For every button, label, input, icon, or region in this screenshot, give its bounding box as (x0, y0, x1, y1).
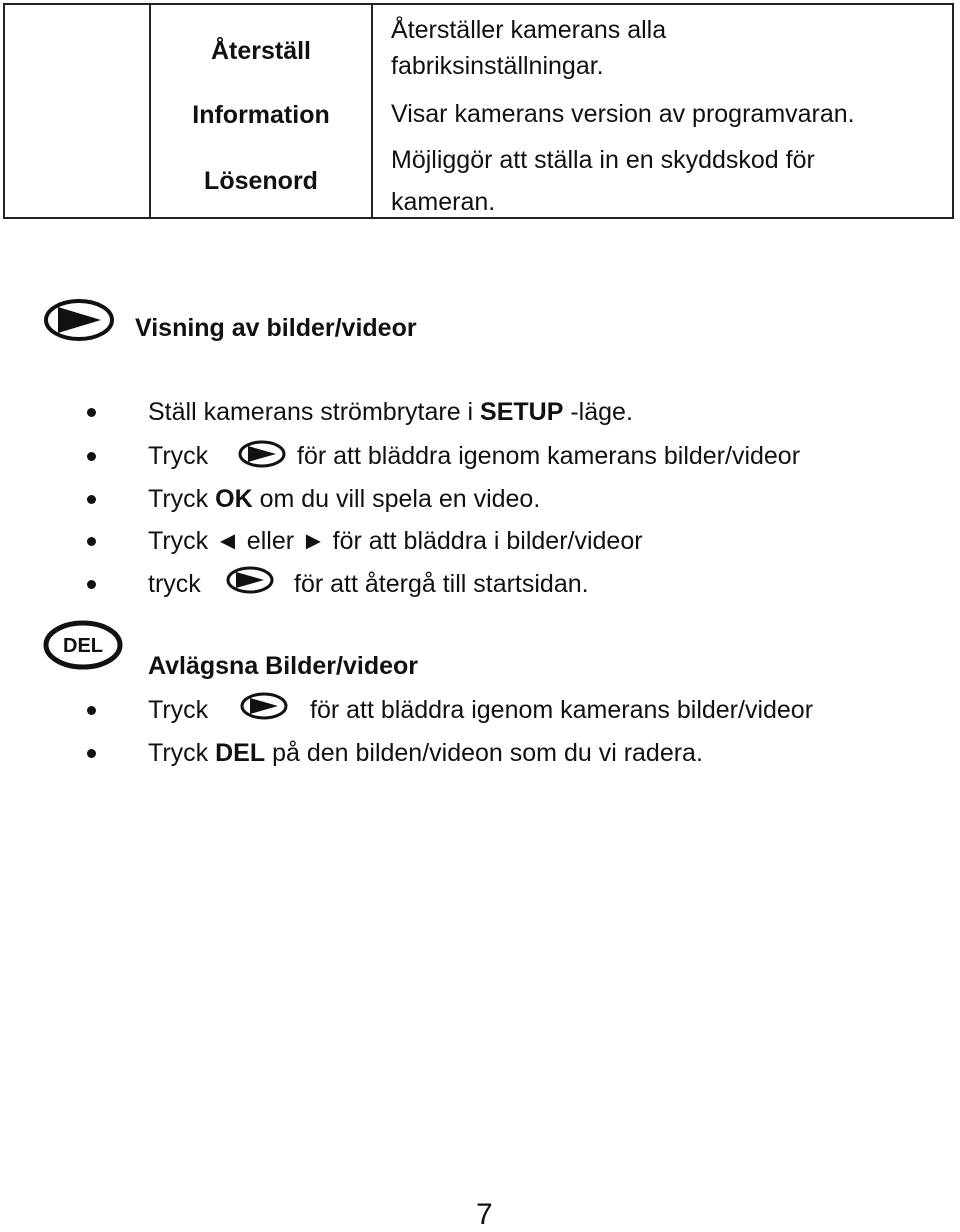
playback-step-2-prefix: Tryck (148, 442, 209, 470)
settings-table (3, 3, 954, 219)
del-icon-label: DEL (63, 635, 103, 657)
step-key: SETUP (480, 398, 564, 426)
desc-line: Återställer kamerans alla (391, 16, 667, 44)
play-button-icon (238, 440, 286, 468)
playback-step-3 (148, 485, 540, 514)
delete-step-2 (148, 739, 703, 768)
row-desc-reset (391, 9, 666, 87)
bullet-icon (87, 408, 96, 417)
desc-line: fabriksinställningar. (391, 52, 604, 80)
playback-step-1 (148, 398, 633, 427)
step-text: om du vill spela en video. (252, 485, 541, 513)
bullet-icon (87, 537, 96, 546)
playback-step-5-text: för att återgå till startsidan. (294, 570, 589, 598)
desc-line: Möjliggör att ställa in en skyddskod för (391, 146, 815, 174)
row-label-information: Information (192, 101, 330, 129)
delete-step-1-prefix: Tryck (148, 696, 209, 724)
step-key: DEL (215, 739, 266, 767)
playback-step-4: Tryck ◄ eller ► för att bläddra i bilder/videor (148, 527, 643, 555)
step-text: på den bilden/videon som du vi radera. (265, 739, 703, 767)
row-label-reset: Återställ (210, 37, 312, 65)
delete-section-title: Avlägsna Bilder/videor (148, 652, 418, 680)
play-button-icon (240, 692, 288, 720)
step-text: Ställ kamerans strömbrytare i (148, 398, 481, 426)
play-button-icon (226, 566, 274, 594)
bullet-icon (87, 580, 96, 589)
bullet-icon (87, 706, 96, 715)
bullet-icon (87, 452, 96, 461)
playback-step-2-text: för att bläddra igenom kamerans bilder/videor (297, 442, 801, 470)
step-text: Tryck (148, 739, 216, 767)
desc-line: kameran. (391, 188, 496, 216)
step-text: -läge. (563, 398, 633, 426)
row-desc-password (391, 139, 815, 223)
row-label-password: Lösenord (204, 167, 318, 195)
page-number: 7 (476, 1198, 493, 1231)
del-button-icon (43, 620, 123, 670)
delete-step-1-text: för att bläddra igenom kamerans bilder/videor (310, 696, 814, 724)
playback-section-title: Visning av bilder/videor (135, 314, 417, 342)
bullet-icon (87, 495, 96, 504)
step-key: OK (215, 485, 253, 513)
play-button-icon (44, 298, 114, 342)
table-column-divider (371, 5, 373, 217)
row-desc-information: Visar kamerans version av programvaran. (391, 100, 855, 128)
playback-step-5-prefix: tryck (148, 570, 201, 598)
bullet-icon (87, 749, 96, 758)
step-text: Tryck (148, 485, 216, 513)
